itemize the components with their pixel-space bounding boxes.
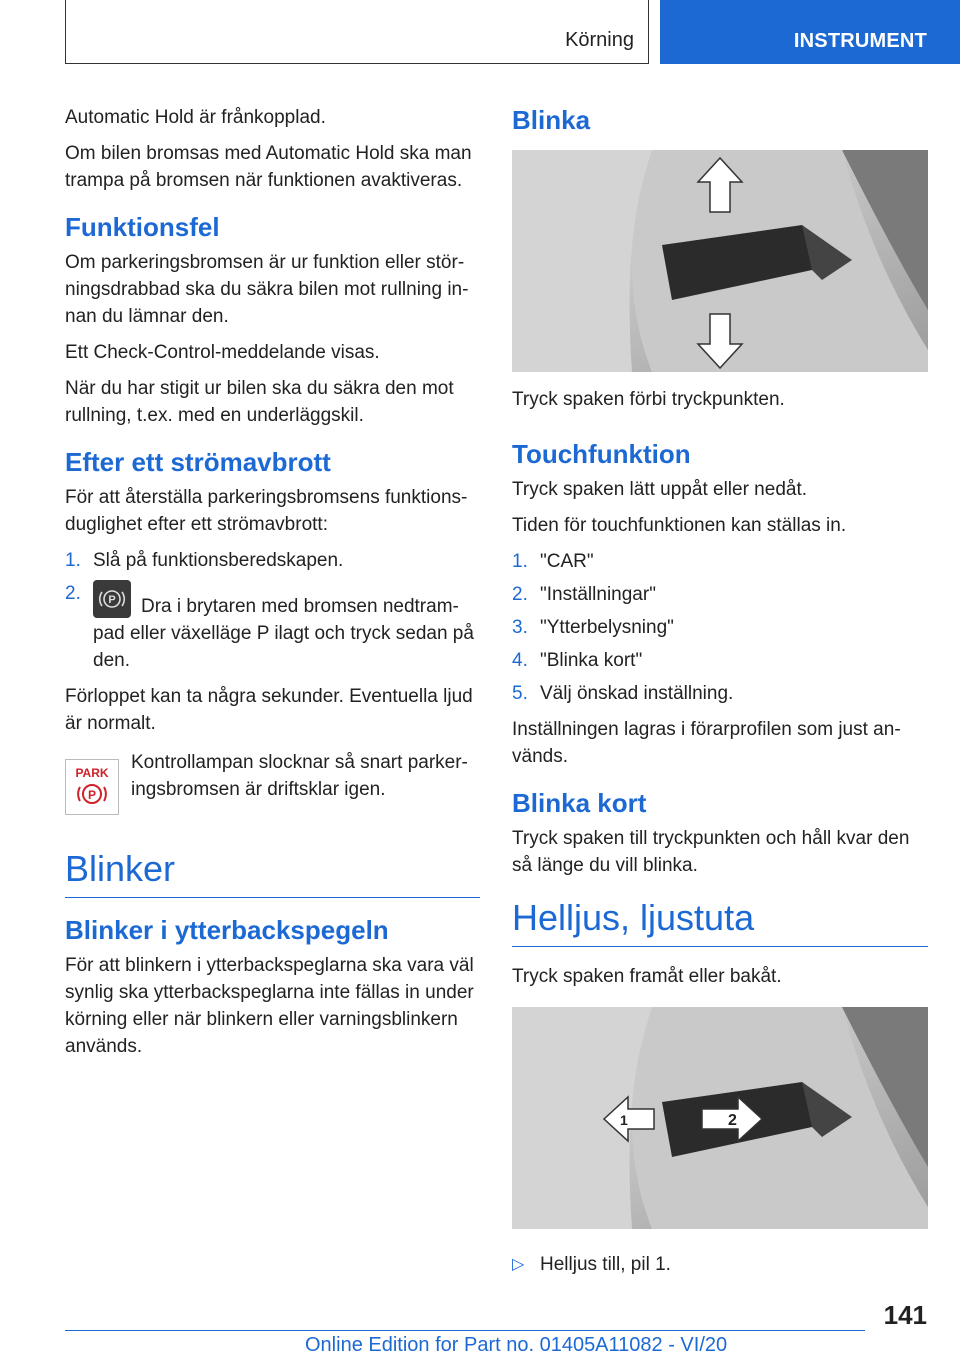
header-chapter-tab [660, 0, 960, 64]
list-text: "Inställningar" [540, 584, 656, 605]
heading-funktionsfel: Funktionsfel [65, 212, 220, 242]
list-number: 3. [512, 617, 528, 638]
paragraph: För att återställa parkeringsbromsens funktionsduglighet efter ett strömavbrott: [65, 487, 468, 535]
list-text: Välj önskad inställning. [540, 683, 734, 704]
list-text: Dra i brytaren med bromsen nedtrampad eller växelläge P ilagt och tryck sedan på den. [93, 596, 474, 671]
photo-caption: Tryck spaken förbi tryckpunkten. [512, 389, 785, 410]
list-item [512, 548, 928, 575]
high-beam-lever-photo [512, 1007, 928, 1229]
list-item [65, 580, 480, 674]
footer-edition: Online Edition for Part no. 01405A11082 - VI/20 [305, 1334, 728, 1356]
list-item [512, 647, 928, 674]
right-column [512, 104, 928, 1278]
svg-text:P: P [87, 788, 97, 802]
park-warning-icon [65, 759, 119, 815]
bullet-item [512, 1251, 928, 1278]
turn-signal-lever-photo [512, 150, 928, 372]
list-number: 4. [512, 650, 528, 671]
paragraph: Om parkeringsbromsen är ur funktion eller störningsdrabbad ska du säkra bilen mot rullning innan du lämnar den. [65, 252, 469, 327]
header-section-tab [65, 0, 649, 64]
paragraph: Tiden för touchfunktionen kan ställas in. [512, 515, 847, 536]
heading-blinker-ytterbackspegeln: Blinker i ytterbackspegeln [65, 915, 389, 945]
bullet-triangle-icon: ▷ [512, 1256, 525, 1273]
list-item [512, 614, 928, 641]
heading-blinker: Blinker [65, 848, 176, 889]
paragraph: Kontrollampan slocknar så snart parkeringsbromsen är driftsklar igen. [131, 752, 468, 800]
paragraph: Tryck spaken framåt eller bakåt. [512, 966, 782, 987]
heading-touchfunktion: Touchfunktion [512, 439, 691, 469]
list-item [65, 547, 480, 574]
list-text: Slå på funktionsberedskapen. [93, 550, 344, 571]
paragraph: Inställningen lagras i förarprofilen som just används. [512, 719, 901, 767]
list-number: 5. [512, 683, 528, 704]
arrow-1-label: 1 [620, 1112, 628, 1128]
list-number: 1. [65, 550, 81, 571]
left-column [65, 104, 480, 1069]
heading-blinka-kort: Blinka kort [512, 788, 647, 818]
paragraph: Förloppet kan ta några sekunder. Eventuella ljud är normalt. [65, 686, 473, 734]
parking-brake-switch-icon [93, 580, 131, 618]
page-number: 141 [883, 1300, 927, 1330]
paragraph: Tryck spaken lätt uppåt eller nedåt. [512, 479, 808, 500]
bullet-text: Helljus till, pil 1. [540, 1254, 671, 1275]
heading-efter-stromavbrott: Efter ett strömavbrott [65, 447, 331, 477]
heading-helljus-ljustuta: Helljus, ljustuta [512, 897, 755, 938]
svg-text:P: P [108, 594, 116, 606]
list-item [512, 680, 928, 707]
list-item [512, 581, 928, 608]
list-number: 2. [512, 584, 528, 605]
list-number: 2. [65, 583, 81, 604]
paragraph: Tryck spaken till tryckpunkten och håll kvar den så länge du vill blinka. [512, 828, 910, 876]
arrow-2-label: 2 [728, 1112, 737, 1129]
park-indicator-note [65, 749, 480, 817]
paragraph: För att blinkern i ytterbackspeglarna ska vara väl synlig ska ytterbackspeglarna inte fällas in under körning eller när blinkern eller varningsblinkern används. [65, 955, 474, 1057]
list-text: "Ytterbelysning" [540, 617, 674, 638]
steps-list [65, 547, 480, 674]
paragraph: Om bilen bromsas med Automatic Hold ska man trampa på bromsen när funktionen avaktiveras. [65, 143, 472, 191]
list-number: 1. [512, 551, 528, 572]
paragraph: Ett Check-Control-meddelande visas. [65, 342, 380, 363]
section-blinker [65, 847, 480, 898]
footer-rule [65, 1330, 865, 1331]
settings-steps-list [512, 548, 928, 707]
svg-text:PARK: PARK [75, 766, 109, 780]
paragraph: Automatic Hold är frånkopplad. [65, 107, 326, 128]
list-text: "Blinka kort" [540, 650, 643, 671]
section-title: Körning [565, 29, 634, 51]
heading-blinka: Blinka [512, 105, 591, 135]
chapter-title: INSTRUMENT [793, 30, 927, 52]
list-text: "CAR" [540, 551, 594, 572]
section-helljus [512, 896, 928, 947]
paragraph: När du har stigit ur bilen ska du säkra den mot rullning, t.ex. med en underläggskil. [65, 378, 454, 426]
